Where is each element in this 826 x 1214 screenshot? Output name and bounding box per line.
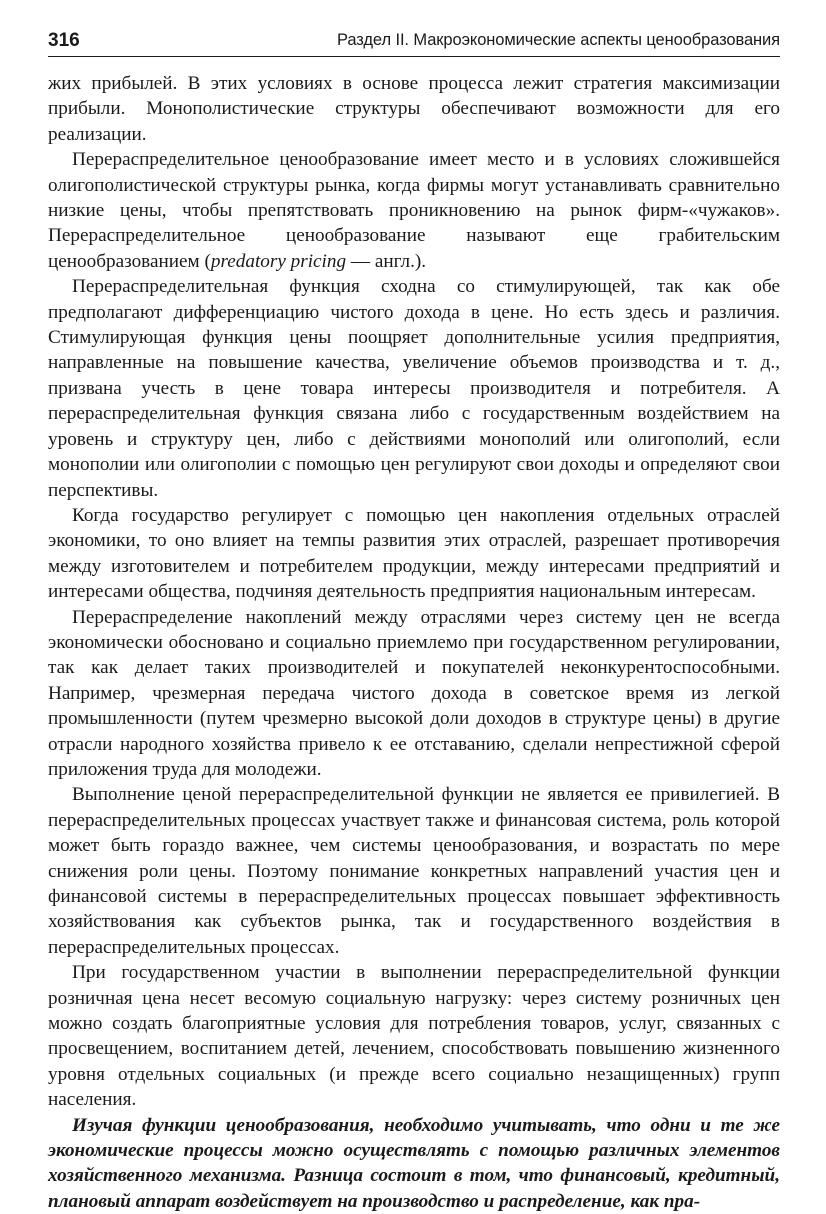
paragraph-continued: жих прибылей. В этих условиях в основе процесса лежит стратегия максимизации прибыли. Монополистические структуры обеспечивают возможности для его реализации.	[48, 73, 780, 145]
page-number: 316	[48, 30, 80, 51]
body-text	[48, 71, 780, 1214]
paragraph: Перераспределительная функция сходна со стимулирующей, так как обе предполагают дифференциацию чистого дохода в цене. Но есть здесь и различия. Стимулирующая функция цены поощряет дополнительные усилия предприятия, направленные на повышение качества, увеличение объемов производства и т. д., призвана учесть в цене товара интересы производителя и потребителя. А перераспределительная функция связана либо с государственным воздействием на уровень и структуру цен, либо с действиями монополий или олигополий, если монополии или олигополии с помощью цен регулируют свои доходы и определяют свои перспективы.	[48, 276, 780, 501]
english-term: predatory pricing	[210, 250, 347, 272]
paragraph: Выполнение ценой перераспределительной функции не является ее привилегией. В перераспределительных процессах участвует также и финансовая система, роль которой может быть гораздо важнее, чем системы ценообразования, и возрастать по мере снижения роли цены. Поэтому понимание конкретных направлений участия цен и финансовой системы в перераспределительных процессах повышает эффективность хозяйствования как субъектов рынка, так и государственного воздействия в перераспределительных процессах.	[48, 784, 780, 958]
paragraph: Перераспределение накоплений между отраслями через систему цен не всегда экономически обосновано и социально приемлемо при государственном регулировании, так как делает таких производителей и покупателей неконкурентоспособными. Например, чрезмерная передача чистого дохода в советское время из легкой промышленности (путем чрезмерно высокой доли доходов в структуре цены) в другие отрасли народного хозяйства привело к ее отставанию, сделали непрестижной сферой приложения труда для молодежи.	[48, 606, 780, 780]
paragraph-text: Перераспределительное ценообразование имеет место и в условиях сложившейся олигополистической структуры рынка, когда фирмы могут устанавливать сравнительно низкие цены, чтобы препятствовать проникновению на рынок фирм-«чужаков». Перераспределительное ценообразование называют еще грабительским ценообразованием (	[48, 149, 780, 272]
paragraph-text: — англ.).	[346, 250, 427, 272]
paragraph: Когда государство регулирует с помощью цен накопления отдельных отраслей экономики, то оно влияет на темпы развития этих отраслей, разрешает противоречия между изготовителем и потребителем продукции, между интересами предприятий и интересами общества, подчиняя деятельность предприятия национальным интересам.	[48, 504, 780, 603]
book-page	[48, 28, 780, 1214]
paragraph-predatory-pricing	[48, 147, 780, 274]
emphasized-paragraph: Изучая функции ценообразования, необходимо учитывать, что одни и те же экономические процессы можно осуществлять с помощью различных элементов хозяйственного механизма. Разница состоит в том, что финансовый, кредитный, плановый аппарат воздействует на производство и распределение, как пра-	[48, 1114, 780, 1212]
paragraph: При государственном участии в выполнении перераспределительной функции розничная цена несет весомую социальную нагрузку: через систему розничных цен можно создать благоприятные условия для потребления товаров, услуг, связанных с просвещением, воспитанием детей, лечением, способствовать повышению жизненного уровня отдельных социальных (и прежде всего социально незащищенных) групп населения.	[48, 962, 780, 1111]
running-title: Раздел II. Макроэкономические аспекты ценообразования	[337, 31, 780, 49]
page-header	[48, 28, 780, 57]
